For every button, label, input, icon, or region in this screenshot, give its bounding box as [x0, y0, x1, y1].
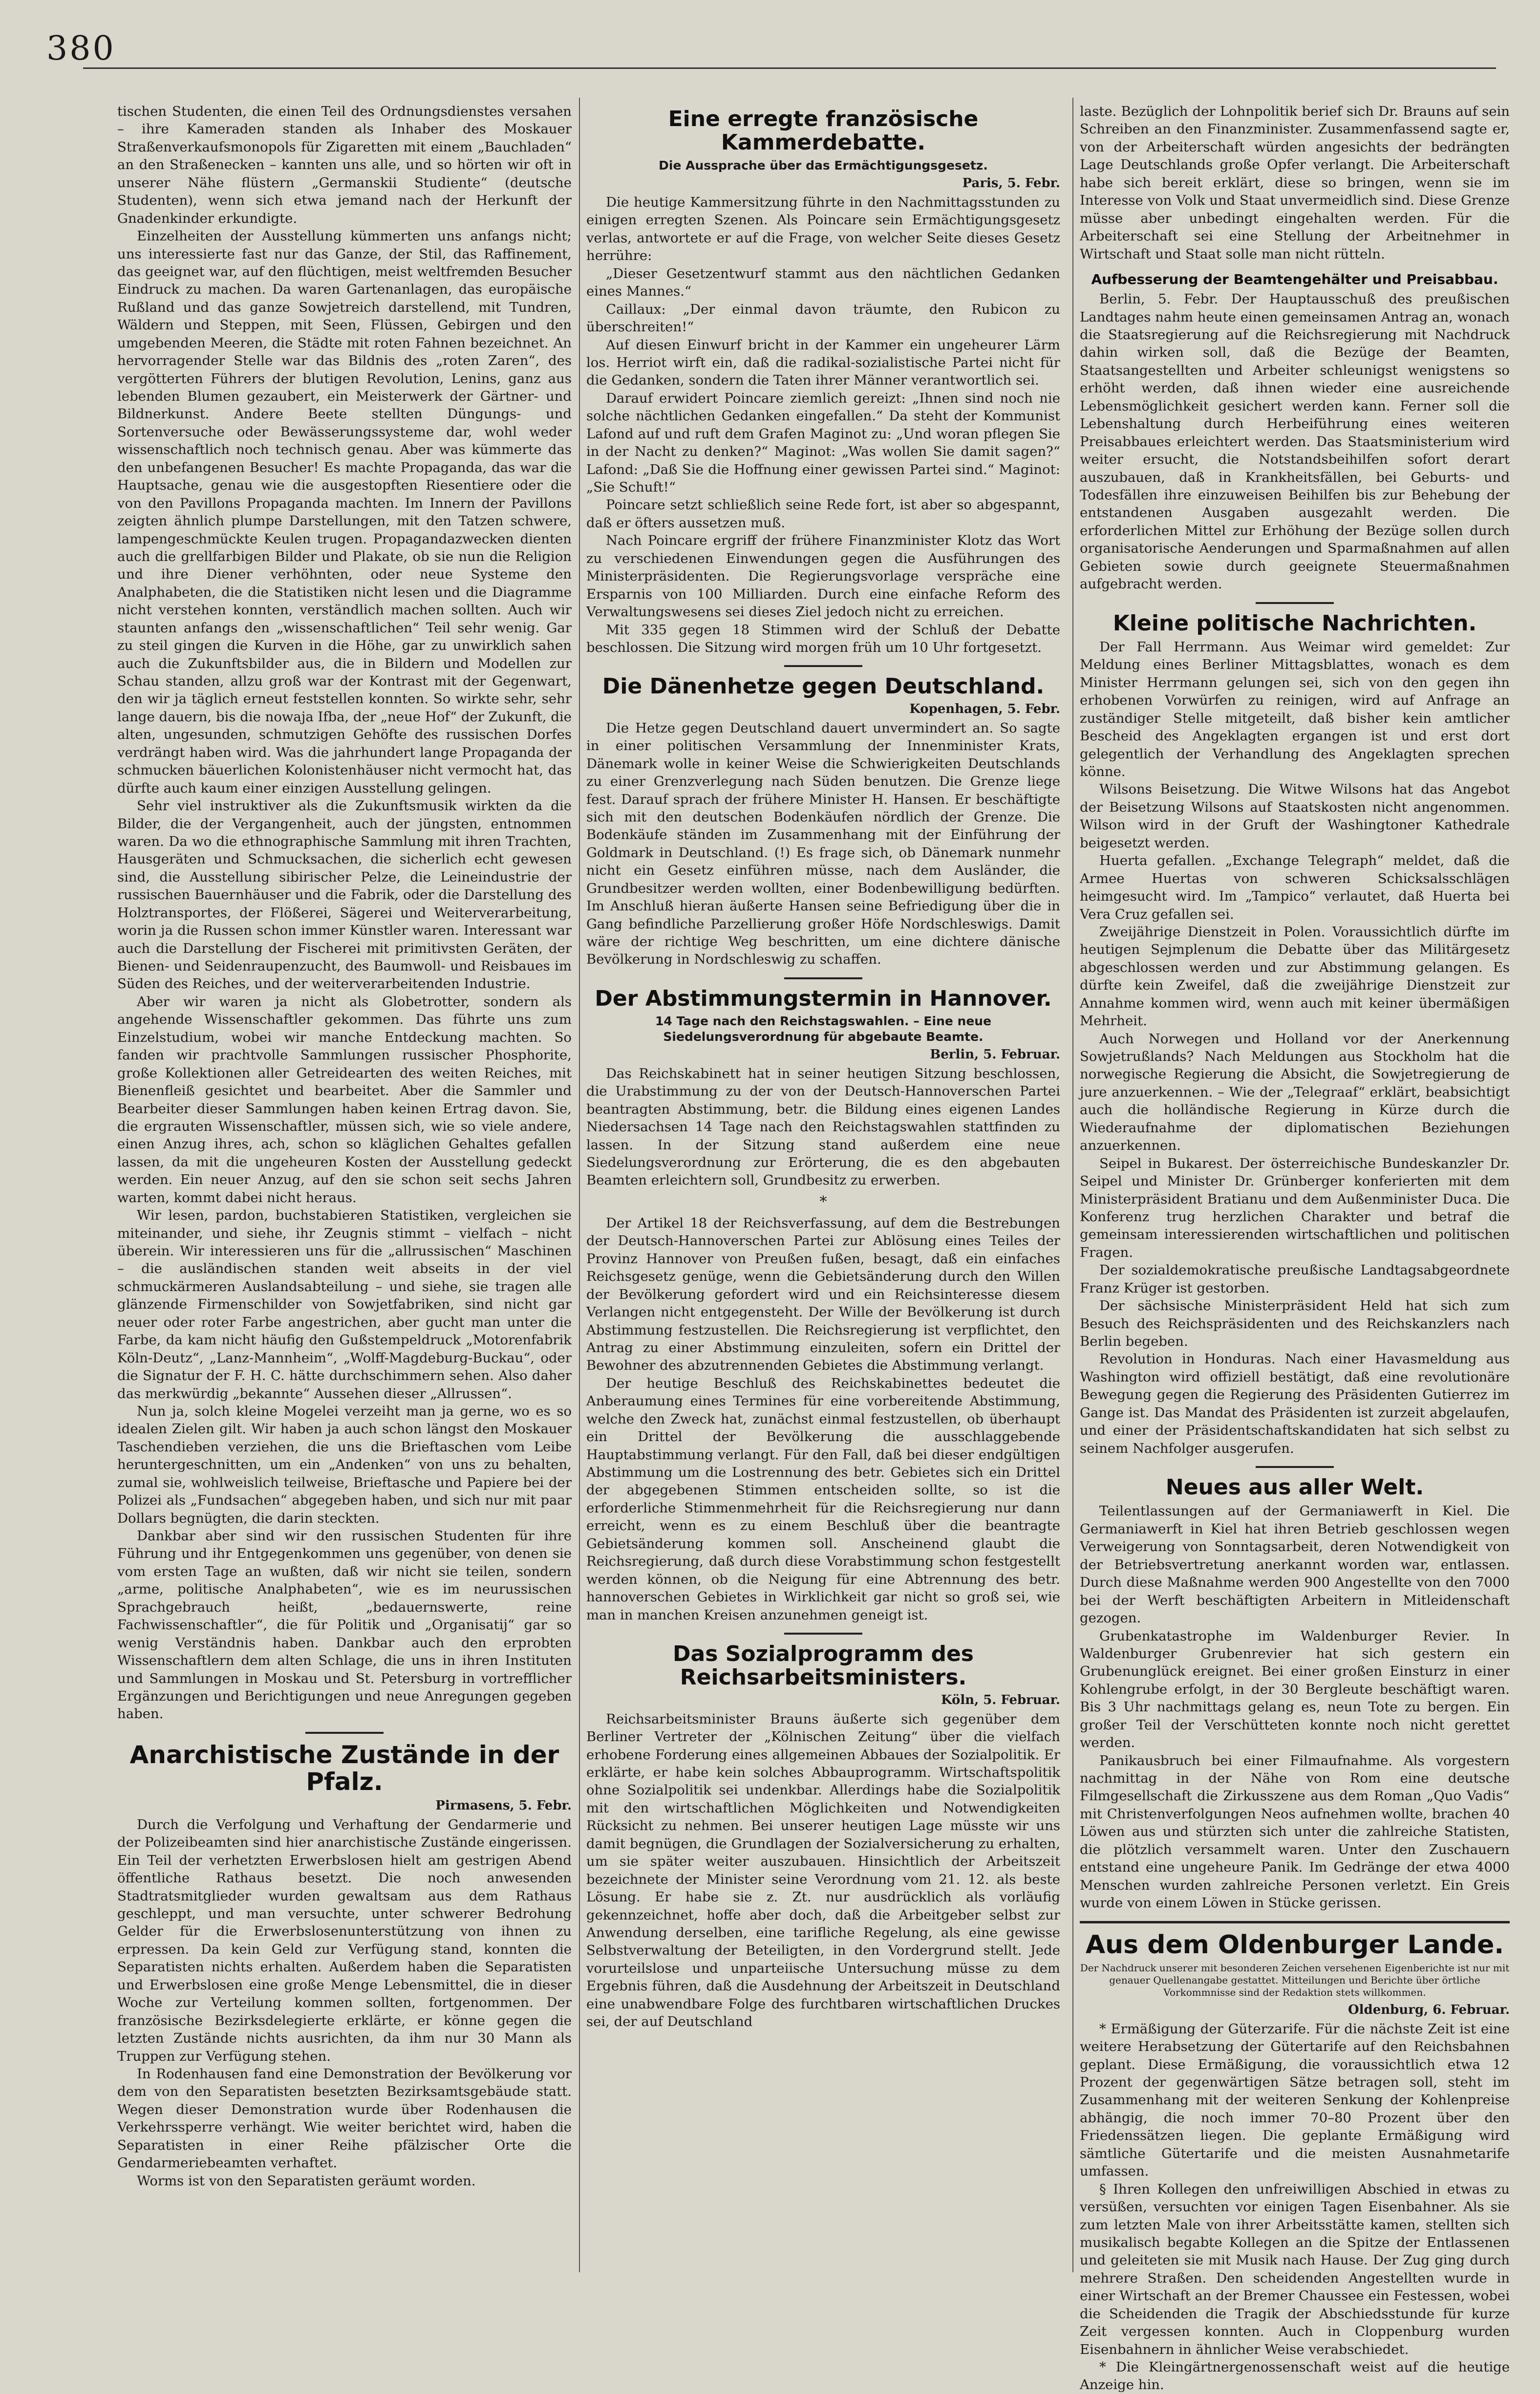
paragraph: Der Artikel 18 der Reichsverfassung, auf dem die Bestrebungen der Deutsch-Hannoverschen Partei zur Ablösung eines Teiles der Provinz Hannover von Preußen fußen, besagt, daß ein einfaches Reichsgesetz genüge, wenn die Gebietsänderung durch den Willen der Bevölkerung gefordert wird und ein Reichsinteresse diesem Verlangen nicht entgegensteht. Der Wille der Bevölkerung ist durch Abstimmung festzustellen. Die Reichsregierung ist verpflichtet, den Antrag zu einer Abstimmung einzuleiten, sofern ein Drittel der Bewohner des abzutrennenden Gebietes die Abstimmung verlangt.	[586, 1215, 1060, 1374]
column-divider	[1072, 98, 1073, 2272]
paragraph: Zweijährige Dienstzeit in Polen. Voraussichtlich dürfte im heutigen Sejmplenum die Debatte über das Militärgesetz abgeschlossen werden und zur Abstimmung gelangen. Es dürfte kein Zweifel, daß die zweijährige Dienstzeit zur Annahme kommen wird, wenn auch mit keiner übermäßigen Mehrheit.	[1080, 924, 1510, 1029]
paragraph: Teilentlassungen auf der Germaniawerft in Kiel. Die Germaniawerft in Kiel hat ihren Betrieb geschlossen wegen Verweigerung von Sonntagsarbeit, deren Notwendigkeit von der Betriebsvertretung anerkannt worden war, entlassen. Durch diese Maßnahme werden 900 Angestellte von den 7000 bei der Werft beschäftigten Arbeitern in Mitleidenschaft gezogen.	[1080, 1503, 1510, 1626]
paragraph: Berlin, 5. Febr. Der Hauptausschuß des preußischen Landtages nahm heute einen gemeinsamen Antrag an, wonach die Staatsregierung auf die Reichsregierung mit Nachdruck dahin wirken soll, daß die Bezüge der Beamten, Staatsangestellten und Arbeiter schleunigst wenigstens so erhöht werden, daß ihnen wieder eine ausreichende Lebensmöglichkeit gesichert werden kann. Ferner soll die Lebenshaltung durch Herbeiführung eines weiteren Preisabbaues erleichtert werden. Das Staatsministerium wird weiter ersucht, die Notstandsbeihilfen sofort derart auszubauen, daß in Krankheitsfällen, bei Geburts- und Todesfällen ihre einzuweisen Beihilfen bis zur Behebung der entstandenen Ausgaben ausgezahlt werden. Die erforderlichen Mittel zur Erhöhung der Bezüge sollen durch organisatorische Aenderungen und Sparmaßnahmen auf allen Gebieten sowie durch geeignete Steuermaßnahmen aufgebracht werden.	[1080, 291, 1510, 592]
article-pfalz	[117, 1742, 572, 2190]
page-number: 380	[46, 29, 116, 68]
paragraph: Panikausbruch bei einer Filmaufnahme. Als vorgestern nachmittag in der Nähe von Rom eine deutsche Filmgesellschaft die Zirkusszene aus dem Roman „Quo Vadis“ mit Christenverfolgungen Neos aufnehmen wollte, brachen 40 Löwen aus und stürzten sich unter die zahlreiche Statisten, die plötzlich versammelt waren. Unter den Zuschauern entstand eine ungeheure Panik. Im Gedränge der etwa 4000 Menschen wurden zahlreiche Personen verletzt. Ein Greis wurde von einem Löwen in Stücke gerissen.	[1080, 1752, 1510, 1911]
headline: Eine erregte französische Kammerdebatte.	[668, 107, 979, 155]
paragraph: tischen Studenten, die einen Teil des Ordnungsdienstes versahen – ihre Kameraden standen als Inhaber des Moskauer Straßenverkaufsmonopols für Zigaretten mit einem „Bauchladen“ an den Straßenecken – kannten uns alle, und so hörten wir oft in unserer Nähe flüstern „Germanskii Studiente“ (deutsche Studenten), wenn sich etwa jemand nach der Herkunft der Gnadenkinder erkundigte.	[117, 104, 572, 226]
article-daenenhetze	[586, 675, 1060, 969]
column-middle	[586, 103, 1060, 2277]
dateline: Berlin, 5. Februar.	[930, 1047, 1060, 1062]
paragraph: Auch Norwegen und Holland vor der Anerkennung Sowjetrußlands? Nach Meldungen aus Stockholm hat die norwegische Regierung die Absicht, die Sowjetregierung de jure anzuerkennen. – Wie der „Telegraaf“ erklärt, beabsichtigt auch die holländische Regierung in Kürze durch die Wiederaufnahme der diplomatischen Beziehungen anzuerkennen.	[1080, 1031, 1510, 1154]
column-right	[1080, 103, 1510, 2393]
article-beamtengehaelter	[1080, 272, 1510, 593]
column-divider	[579, 98, 580, 2272]
paragraph: Huerta gefallen. „Exchange Telegraph“ meldet, daß die Armee Huertas von schweren Schicksalsschlägen heimgesucht wird. Im „Tampico“ verlautet, daß Huerta bei Vera Cruz gefallen sei.	[1080, 853, 1510, 922]
dateline: Pirmasens, 5. Febr.	[435, 1798, 572, 1813]
dateline: Köln, 5. Februar.	[941, 1692, 1060, 1707]
separator	[1080, 1921, 1510, 1923]
paragraph: Die Hetze gegen Deutschland dauert unvermindert an. So sagte in einer politischen Versammlung der Innenminister Krats, Dänemark wolle in keiner Weise die Schwierigkeiten Deutschlands zu einer Grenzverlegung nach Süden benutzen. Die Grenze liege fest. Darauf sprach der frühere Minister H. Hansen. Er beschäftigte sich mit den deutschen Bodenkäufen nördlich der Grenze. Die Bodenkäufe ständen im Zusammenhang mit der Einführung der Goldmark in Deutschland. (!) Es frage sich, ob Dänemark nunmehr nicht ein Gesetz einführen müsse, nach dem Ausländer, die Grundbesitzer werden wollten, einer Bodenbewilligung bedürften. Im Anschluß hieran äußerte Hansen seine Befriedigung über die in Gang befindliche Parzellierung großer Höfe Nordschleswigs. Damit wäre der richtige Weg beschritten, um eine dichtere dänische Bevölkerung in Nordschleswig zu schaffen.	[586, 720, 1060, 968]
article-oldenburger-lande	[1080, 1931, 1510, 2394]
subheadline: 14 Tage nach den Reichstagswahlen. – Eine neue Siedelungsverordnung für abgebaute Beamte.	[655, 1014, 992, 1044]
separator	[1256, 1466, 1334, 1468]
article-kammerdebatte	[586, 108, 1060, 656]
paragraph: § Ihren Kollegen den unfreiwilligen Abschied in etwas zu versüßen, versuchten vor einigen Tagen Eisenbahner. Als sie zum letzten Male von ihrer Arbeitsstätte kamen, stellten sich musikalisch begabte Kollegen an die Spitze der Entlassenen und geleiteten sie mit Musik nach Hause. Der Zug ging durch mehrere Straßen. Den scheidenden Angestellten wurde in einer Wirtschaft an der Bremer Chaussee ein Festessen, wobei die Scheidenden die Tragik der Abschiedsstunde für kurze Zeit vergessen konnten. Auch in Cloppenburg wurden Eisenbahnern in ähnlicher Weise verabschiedet.	[1080, 2181, 1510, 2357]
section-headline: Aus dem Oldenburger Lande.	[1085, 1930, 1504, 1960]
paragraph: Revolution in Honduras. Nach einer Havasmeldung aus Washington wird offiziell bestätigt, daß eine revolutionäre Bewegung gegen die Regierung des Präsidenten Gutierrez im Gange ist. Das Mandat des Präsidenten ist zurzeit abgelaufen, und einer der Präsidentschaftskandidaten hat sich selbst zu seinem Nachfolger ausgerufen.	[1080, 1351, 1510, 1456]
headline: Der Abstimmungstermin in Hannover.	[595, 986, 1052, 1011]
paragraph: Der heutige Beschluß des Reichskabinettes bedeutet die Anberaumung eines Termines für eine vorbereitende Abstimmung, welche den Zweck hat, zunächst einmal festzustellen, ob überhaupt ein Drittel der Bevölkerung die ausschlaggebende Hauptabstimmung verlangt. Für den Fall, daß bei dieser endgültigen Abstimmung um die Lostrennung des betr. Gebietes sich ein Drittel der abgegebenen Stimmen entscheiden sollte, so ist die erforderliche Stimmenmehrheit für die Reichsregierung nur dann erreicht, wenn es zu einem Beschluß über die beantragte Gebietsänderung kommen soll. Anscheinend glaubt die Reichsregierung, daß durch diese Vorabstimmung schon festgestellt werden können, ob die Neigung für eine Abtrennung des betr. hannoverschen Gebietes in Wirklichkeit gar nicht so groß sei, wie man in manchen Kreisen anzunehmen geneigt ist.	[586, 1375, 1060, 1623]
article-continuation	[1080, 103, 1510, 263]
paragraph: Einzelheiten der Ausstellung kümmerten uns anfangs nicht; uns interessierte fast nur das Ganze, der Stil, das Raffinement, das geeignet war, auf den flüchtigen, meist weltfremden Besucher Eindruck zu machen. Da waren Gartenanlagen, das europäische Rußland und das ganze Sowjetreich darstellend, mit Tundren, Wäldern und Steppen, mit Seen, Flüssen, Gebirgen und den umgebenden Meeren, die Städte mit roten Fahnen bezeichnet. An hervorragender Stelle war das Bildnis des „roten Zaren“, des vergötterten Führers der blutigen Revolution, Lenins, ganz aus lebenden Blumen gezaubert, ein Meisterwerk der Gärtner- und Bildnerkunst. Andere Beete stellten Düngungs- und Sortenversuche oder Bewässerungssysteme dar, wohl weder wissenschaftlich noch technisch genau. Aber was kümmerte das den unbefangenen Besucher! Es machte Propaganda, das war die Hauptsache, genau wie die ausgestopften Riesentiere oder die von den Pavillons Propaganda machten. Im Innern der Pavillons zeigten ähnlich plumpe Darstellungen, mit den Tatzen schwere, lampengeschmückte Keulen trugen. Propagandazwecken dienten auch die grellfarbigen Bilder und Plakate, ob sie nun die Religion und ihre Diener verhöhnten, oder neue Systeme den Analphabeten, die die Statistiken nicht lesen und die Diagramme nicht verstehen konnten, verständlich machen sollten. Auch wir staunten anfangs den „wissenschaftlichen“ Teil sehr wenig. Gar zu steil gingen die Kurven in die Höhe, gar zu unwirklich sahen auch die Zukunftsbilder aus, die in Bildern und Modellen zur Schau standen, allzu groß war der Kontrast mit der Gegenwart, den wir ja täglich erneut feststellen konnten. So wirkte sehr, sehr lange dauern, bis die nowaja Ifba, der „neue Hof“ der Zukunft, die alten, ungesunden, schmutzigen Gehöfte des russischen Dorfes verdrängt haben wird. Was die jahrhundert lange Propaganda der schmucken bäuerlichen Kolonistenhäuser nicht vermocht hat, das dürfte auch kaum einer einzigen Ausstellung gelingen.	[117, 228, 572, 796]
dateline: Kopenhagen, 5. Febr.	[909, 701, 1060, 716]
separator	[784, 1633, 862, 1635]
paragraph: Der Fall Herrmann. Aus Weimar wird gemeldet: Zur Meldung eines Berliner Mittagsblattes, wonach es dem Minister Herrmann gelungen sei, sich von den gegen ihn erhobenen Vorwürfen zu reinigen, wird auf Anfrage an zuständiger Stelle mitgeteilt, daß bisher kein amtlicher Bescheid des Angeklagten ergangen ist und erst dort gelegentlich der Verhandlung des Angeklagten sprechen könne.	[1080, 639, 1510, 780]
paragraph: * Die Kleingärtnergenossenschaft weist auf die heutige Anzeige hin.	[1080, 2359, 1510, 2393]
article-hannover	[586, 987, 1060, 1624]
paragraph: Reichsarbeitsminister Brauns äußerte sich gegenüber dem Berliner Vertreter der „Kölnischen Zeitung“ über die vielfach erhobene Forderung eines allgemeinen Abbaues der Sozialpolitik. Er erklärte, er habe kein solches Abbauprogramm. Wirtschaftspolitik ohne Sozialpolitik sei undenkbar. Allerdings habe die Sozialpolitik mit den wirtschaftlichen Möglichkeiten und Notwendigkeiten Rücksicht zu nehmen. Bei unserer heutigen Lage müsste wir uns damit begnügen, die Grundlagen der Sozialversicherung zu erhalten, um sie später weiter auszubauen. Hinsichtlich der Arbeitszeit bezeichnete der Minister seine Verordnung vom 21. 12. als beste Lösung. Er habe sie z. Zt. nur ausdrücklich als vorläufig gekennzeichnet, hoffe aber doch, daß die Arbeitgeber selbst zur Anwendung derselben, eine tarifliche Regelung, als eine gewisse Selbstverwaltung der Beteiligten, in den Vordergrund stellt. Jede vorurteilslose und unparteiische Untersuchung müsse zu dem Ergebnis führen, daß die Ausdehnung der Arbeitszeit in Deutschland eine unabwendbare Folge des furchtbaren wirtschaftlichen Druckes sei, der auf Deutschland	[586, 1711, 1060, 2030]
paragraph: Aber wir waren ja nicht als Globetrotter, sondern als angehende Wissenschaftler gekommen. Das führte uns zum Einzelstudium, wobei wir manche Entdeckung machten. So fanden wir prachtvolle Sammlungen russischer Phosphorite, große Kollektionen aller Getreidearten des weiten Reiches, mit Bienenfleiß gesichtet und bearbeitet. Aber die Sammler und Bearbeiter dieser Sammlungen haben keinen Ertrag davon. Sie, die ergrauten Wissenschaftler, müssen sich, wie so viele andere, einen Anzug ihres, ach, schon so kläglichen Gehaltes gefallen lassen, da mit die ungeheuren Kosten der Ausstellung gedeckt werden. Ein neuer Anzug, auf den sie schon seit sechs Jahren warten, kommt dabei nicht heraus.	[117, 993, 572, 1206]
paragraph: Die heutige Kammersitzung führte in den Nachmittagsstunden zu einigen erregten Szenen. Als Poincare sein Ermächtigungsgesetz verlas, antwortete er auf die Frage, von welcher Seite dieses Gesetz herrühre:	[586, 194, 1060, 264]
paragraph: Nach Poincare ergriff der frühere Finanzminister Klotz das Wort zu verschiedenen Einwendungen gegen die Ausführungen des Ministerpräsidenten. Die Regierungsvorlage verspräche eine Ersparnis von 100 Milliarden. Durch eine einfache Reform des Verwaltungswesens sei dieses Ziel jedoch nicht zu erreichen.	[586, 533, 1060, 620]
paragraph: Grubenkatastrophe im Waldenburger Revier. In Waldenburger Grubenrevier hat sich gestern ein Grubenunglück ereignet. Bei einer großen Einsturz in einer Kohlengrube erfolgt, in der 30 Bergleute beschäftigt waren. Bis 3 Uhr nachmittags gelang es, neun Tote zu bergen. Ein großer Teil der Verschütteten konnte noch nicht gerettet werden.	[1080, 1628, 1510, 1751]
paragraph: Durch die Verfolgung und Verhaftung der Gendarmerie und der Polizeibeamten sind hier anarchistische Zustände eingerissen. Ein Teil der verhetzten Erwerbslosen hielt am gestrigen Abend öffentliche Rathaus besetzt. Die noch anwesenden Stadtratsmitglieder wurden gewaltsam aus dem Rathaus geschleppt, und man versuchte, unter schwerer Bedrohung Gelder für die Erwerbslosenunterstützung von ihnen zu erpressen. Da kein Geld zur Verfügung stand, konnten die Separatisten nichts erhalten. Außerdem haben die Separatisten und Erwerbslosen eine große Menge Lebensmittel, die in dieser Woche zur Verteilung kommen sollten, fortgenommen. Der französische Bezirksdelegierte erklärte, er könne gegen die letzten Zustände nichts ausrichten, da ihm nur 30 Mann als Truppen zur Verfügung stehen.	[117, 1816, 572, 2064]
asterisk-divider: *	[819, 1193, 827, 1210]
separator	[1256, 602, 1334, 604]
headline: Neues aus aller Welt.	[1165, 1475, 1424, 1500]
paragraph: Der sozialdemokratische preußische Landtagsabgeordnete Franz Krüger ist gestorben.	[1080, 1262, 1510, 1296]
paragraph: laste. Bezüglich der Lohnpolitik berief sich Dr. Brauns auf sein Schreiben an den Finanzminister. Zusammenfassend sagte er, von der Arbeiterschaft würden angesichts der bedrängten Lage Deutschlands große Opfer verlangt. Die Arbeiterschaft habe sich bereit erklärt, diese so bringen, wenn sie im Interesse von Volk und Staat unvermeidlich sind. Diese Grenze müsse aber unbedingt eingehalten werden. Für die Arbeiterschaft sei eine Stellung der Arbeitnehmer in Wirtschaft und Staat solle man nicht rütteln.	[1080, 104, 1510, 262]
paragraph: Worms ist von den Separatisten geräumt worden.	[137, 2173, 476, 2189]
column-left	[117, 103, 572, 2282]
paragraph: * Ermäßigung der Güterzarife. Für die nächste Zeit ist eine weitere Herabsetzung der Gütertarife auf den Reichsbahnen geplant. Diese Ermäßigung, die voraussichtlich etwa 12 Prozent der gegenwärtigen Sätze betragen soll, steht im Zusammenhang mit der weiteren Senkung der Kohlenpreise abhängig, die noch immer 70–80 Prozent über den Friedenssätzen liegen. Die geplante Ermäßigung wird sämtliche Gütertarife und die meisten Ausnahmetarife umfassen.	[1080, 2021, 1510, 2179]
separator	[305, 1732, 384, 1734]
paragraph: Auf diesen Einwurf bricht in der Kammer ein ungeheurer Lärm los. Herriot wirft ein, daß die radikal-sozialistische Partei nicht für die Gedanken, sondern die Taten ihrer Männer verantwortlich sei.	[586, 337, 1060, 388]
paragraph: Wir lesen, pardon, buchstabieren Statistiken, vergleichen sie miteinander, und siehe, ihr Zeugnis stimmt – vielfach – nicht überein. Wir interessieren uns für die „allrussischen“ Maschinen – die ausländischen standen weit abseits in der viel schmuckärmeren Auslandsabteilung – und siehe, sie tragen alle glänzende Firmenschilder von Sowjetfabriken, sind nicht gar neuer oder roter Farbe angestrichen, aber gucht man unter die Farbe, da kam nicht häufig den Gußstempeldruck „Motorenfabrik Köln-Deutz“, „Lanz-Mannheim“, „Wolff-Magdeburg-Buckau“, oder die Signatur der F. H. C. hätte durchschimmern sehen. Also daher das merkwürdig „bekannte“ Aussehen dieser „Allrussen“.	[117, 1208, 572, 1402]
paragraph: In Rodenhausen fand eine Demonstration der Bevölkerung vor dem von den Separatisten besetzten Bezirksamtsgebäude statt. Wegen dieser Demonstration wurde über Rodenhausen die Verkehrssperre verhängt. Wie weiter berichtet wird, haben die Separatisten in einer Reihe pfälzischer Orte die Gendarmeriebeamten verhaftet.	[117, 2066, 572, 2171]
paragraph: Der sächsische Ministerpräsident Held hat sich zum Besuch des Reichspräsidenten und des Reichskanzlers nach Berlin begeben.	[1080, 1298, 1510, 1350]
paragraph: Wilsons Beisetzung. Die Witwe Wilsons hat das Angebot der Beisetzung Wilsons auf Staatskosten nicht angenommen. Wilson wird in der Gruft der Washingtoner Kathedrale beigesetzt werden.	[1080, 781, 1510, 851]
paragraph: „Dieser Gesetzentwurf stammt aus den nächtlichen Gedanken eines Mannes.“	[586, 265, 1060, 300]
paragraph: Mit 335 gegen 18 Stimmen wird der Schluß der Debatte beschlossen. Die Sitzung wird morgen früh um 10 Uhr fortgesetzt.	[586, 622, 1060, 655]
paragraph: Dankbar aber sind wir den russischen Studenten für ihre Führung und ihr Entgegenkommen uns gegenüber, von denen sie vom ersten Tage an wußten, daß wir nicht sie teilen, sondern „arme, politische Analphabeten“, wie es im neurussischen Sprachgebrauch heißt, „bedauernswerte, reine Fachwissenschaftler“, die für Politik und „Organisatij“ gar so wenig Verständnis haben. Dankbar auch den erprobten Wissenschaftlern dem alten Schlage, die uns in ihren Instituten und Sammlungen in Moskau und St. Petersburg in vortrefflicher Ergänzungen und Berichtigungen und neue Anregungen gegeben haben.	[117, 1528, 572, 1722]
headline: Aufbesserung der Beamtengehälter und Preisabbau.	[1091, 271, 1498, 287]
paragraph: Nun ja, solch kleine Mogelei verzeiht man ja gerne, wo es so idealen Zielen gilt. Wir haben ja auch schon längst den Moskauer Taschendieben verziehen, die uns die Brieftaschen vom Leibe heruntergeschnitten, um ein „Andenken“ von uns zu behalten, zumal sie, wohlweislich teilweise, Brieftasche und Papiere bei der Polizei als „Fundsachen“ abgegeben haben, und sich nur mit paar Dollars begnügten, die darin steckten.	[117, 1403, 572, 1526]
paragraph: Darauf erwidert Poincare ziemlich gereizt: „Ihnen sind noch nie solche nächtlichen Gedanken eingefallen.“ Da steht der Kommunist Lafond auf und ruft dem Grafen Maginot zu: „Und woran pflegen Sie in der Nacht zu denken?“ Maginot: „Was wollen Sie damit sagen?“ Lafond: „Daß Sie die Hoffnung einer gewissen Partei sind.“ Maginot: „Sie Schuft!“	[586, 390, 1060, 496]
paragraph: Poincare setzt schließlich seine Rede fort, ist aber so abgespannt, daß er öfters aussetzen muß.	[586, 497, 1060, 531]
paragraph: Caillaux: „Der einmal davon träumte, den Rubicon zu überschreiten!“	[586, 301, 1060, 335]
headline: Kleine politische Nachrichten.	[1112, 610, 1477, 636]
headline: Das Sozialprogramm des Reichsarbeitsministers.	[673, 1641, 974, 1690]
separator	[784, 665, 862, 667]
paragraph: Sehr viel instruktiver als die Zukunftsmusik wirkten da die Bilder, die der Vergangenheit, auch der jüngsten, entnommen waren. Da wo die ethnographische Sammlung mit ihren Trachten, Hausgeräten und Schmucksachen, die sicherlich echt gewesen sind, die Ausstellung sibirischer Pelze, die Leineindustrie der russischen Bauernhäuser und die Fabrik, oder die Darstellung des Holztransportes, der Flößerei, Sägerei und Weiterverarbeitung, worin ja die Russen schon immer Künstler waren. Interessant war auch die Darstellung der Fischerei mit primitivsten Geräten, der Bienen- und Seidenraupenzucht, des Baumwoll- und Reisbaues im Süden des Reiches, und der weiterverarbeitenden Industrie.	[117, 798, 572, 992]
dateline: Paris, 5. Febr.	[962, 176, 1060, 191]
header-rule	[83, 67, 1496, 69]
dateline: Oldenburg, 6. Februar.	[1348, 2002, 1510, 2017]
article-kleine-nachrichten	[1080, 612, 1510, 1458]
subheadline: Die Aussprache über das Ermächtigungsgesetz.	[659, 158, 988, 173]
paragraph: Seipel in Bukarest. Der österreichische Bundeskanzler Dr. Seipel und Minister Dr. Grünberger konferierten mit dem Ministerpräsident Bratianu und dem Außenminister Duca. Die Konferenz trug herzlichen Charakter und betraf die gemeinsam interessierenden wirtschaftlichen und politischen Fragen.	[1080, 1155, 1510, 1260]
headline: Anarchistische Zustände in der Pfalz.	[129, 1740, 559, 1796]
article-sozialprogramm	[586, 1642, 1060, 2031]
article-neues-aus-aller-welt	[1080, 1476, 1510, 1912]
separator	[784, 977, 862, 979]
paragraph: Das Reichskabinett hat in seiner heutigen Sitzung beschlossen, die Urabstimmung zu der von der Deutsch-Hannoverschen Partei beantragten Abstimmung, betr. die Bildung eines eigenen Landes Niedersachsen 14 Tage nach den Reichstagswahlen stattfinden zu lassen. In der Sitzung stand außerdem eine neue Siedelungsverordnung zur Erörterung, die es den abgebauten Beamten erleichtern soll, Grundbesitz zu erwerben.	[586, 1065, 1060, 1188]
headline: Die Dänenhetze gegen Deutschland.	[602, 674, 1045, 699]
article-ausstellung	[117, 103, 572, 1723]
reprint-notice: Der Nachdruck unserer mit besonderen Zeichen versehenen Eigenberichte ist nur mit genauer Quellenangabe gestattet. Mitteilungen und Berichte über örtliche Vorkommnisse sind der Redaktion stets willkommen.	[1080, 1962, 1510, 1998]
